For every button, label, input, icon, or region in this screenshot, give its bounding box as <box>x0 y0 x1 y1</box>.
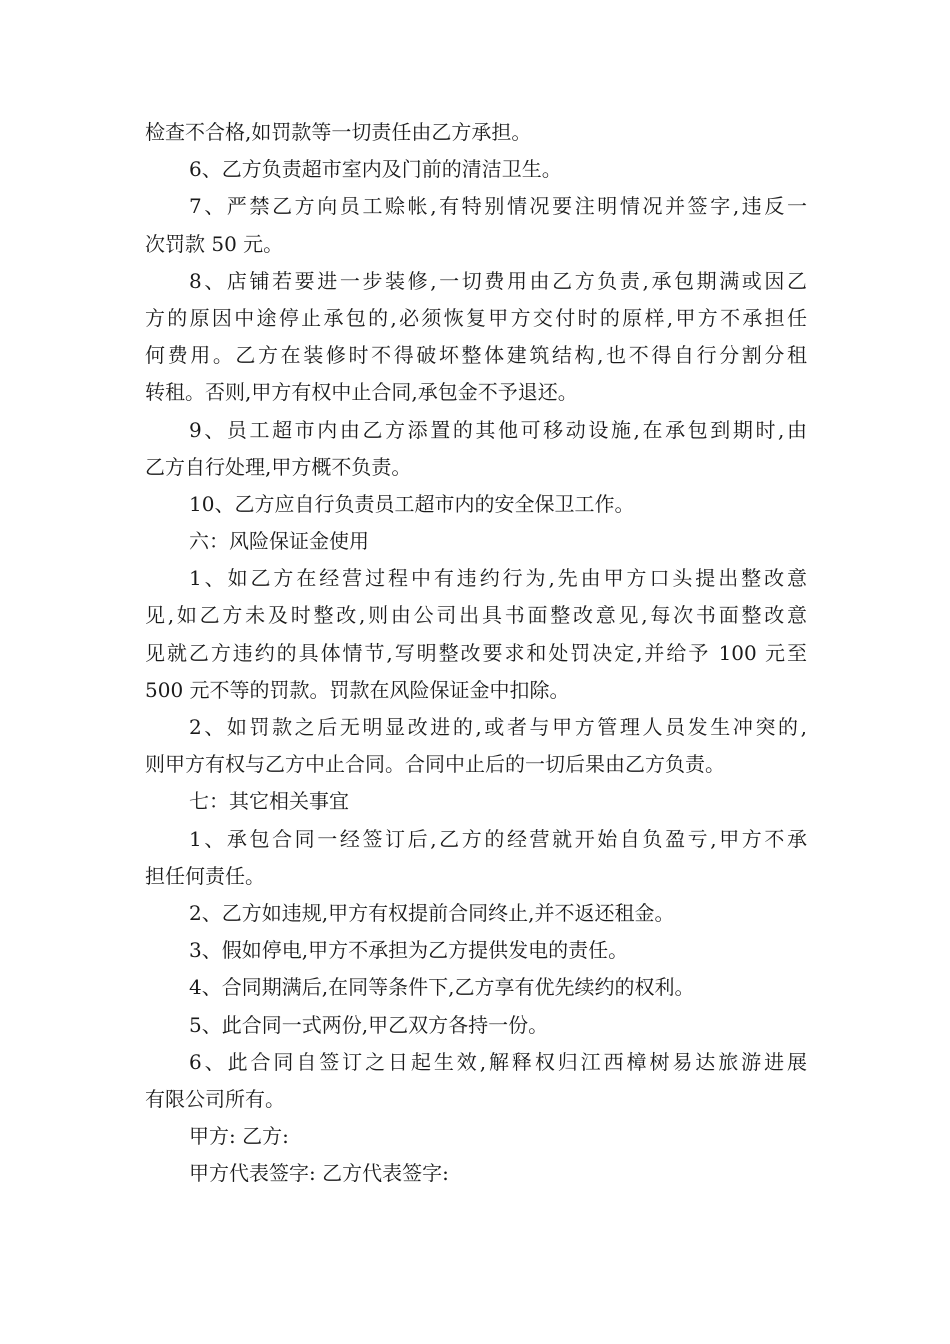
text-line: 甲方: 乙方: <box>189 1124 289 1149</box>
text-line: 4、合同期满后,在同等条件下,乙方享有优先续约的权利。 <box>189 975 695 1000</box>
text-line: 5、此合同一式两份,甲乙双方各持一份。 <box>189 1012 549 1037</box>
text-line: 有限公司所有。 <box>145 1086 285 1111</box>
text-line: 500 元不等的罚款。罚款在风险保证金中扣除。 <box>145 677 570 702</box>
text-line: 9、员工超市内由乙方添置的其他可移动设施,在承包到期时,由 <box>189 417 807 442</box>
text-line: 1、如乙方在经营过程中有违约行为,先由甲方口头提出整改意 <box>189 566 807 591</box>
text-line: 8、店铺若要进一步装修,一切费用由乙方负责,承包期满或因乙 <box>189 268 807 293</box>
text-line: 六：风险保证金使用 <box>189 529 369 554</box>
text-line: 3、假如停电,甲方不承担为乙方提供发电的责任。 <box>189 938 629 963</box>
text-line: 2、乙方如违规,甲方有权提前合同终止,并不返还租金。 <box>189 900 675 925</box>
text-line: 1、承包合同一经签订后,乙方的经营就开始自负盈亏,甲方不承 <box>189 826 807 851</box>
text-line: 见,如乙方未及时整改,则由公司出具书面整改意见,每次书面整改意 <box>145 603 807 628</box>
text-line: 10、乙方应自行负责员工超市内的安全保卫工作。 <box>189 491 635 516</box>
text-line: 则甲方有权与乙方中止合同。合同中止后的一切后果由乙方负责。 <box>145 752 725 777</box>
text-line: 甲方代表签字: 乙方代表签字: <box>189 1161 449 1186</box>
text-line: 七：其它相关事宜 <box>189 789 349 814</box>
document-page <box>145 114 807 1192</box>
text-line: 见就乙方违约的具体情节,写明整改要求和处罚决定,并给予 100 元至 <box>145 640 807 665</box>
text-line: 6、此合同自签订之日起生效,解释权归江西樟树易达旅游进展 <box>189 1049 807 1074</box>
text-line: 检查不合格,如罚款等一切责任由乙方承担。 <box>145 120 532 144</box>
text-line: 6、乙方负责超市室内及门前的清洁卫生。 <box>189 157 562 182</box>
text-line: 担任何责任。 <box>145 863 265 888</box>
text-line: 2、如罚款之后无明显改进的,或者与甲方管理人员发生冲突的, <box>189 715 807 739</box>
text-line: 7、严禁乙方向员工赊帐,有特别情况要注明情况并签字,违反一 <box>189 194 807 219</box>
text-line: 乙方自行处理,甲方概不负责。 <box>145 454 412 479</box>
text-line: 何费用。乙方在装修时不得破坏整体建筑结构,也不得自行分割分租 <box>145 343 807 368</box>
text-line: 方的原因中途停止承包的,必须恢复甲方交付时的原样,甲方不承担任 <box>145 305 807 330</box>
text-line: 次罚款 50 元。 <box>145 231 284 256</box>
text-line: 转租。否则,甲方有权中止合同,承包金不予退还。 <box>145 380 578 405</box>
